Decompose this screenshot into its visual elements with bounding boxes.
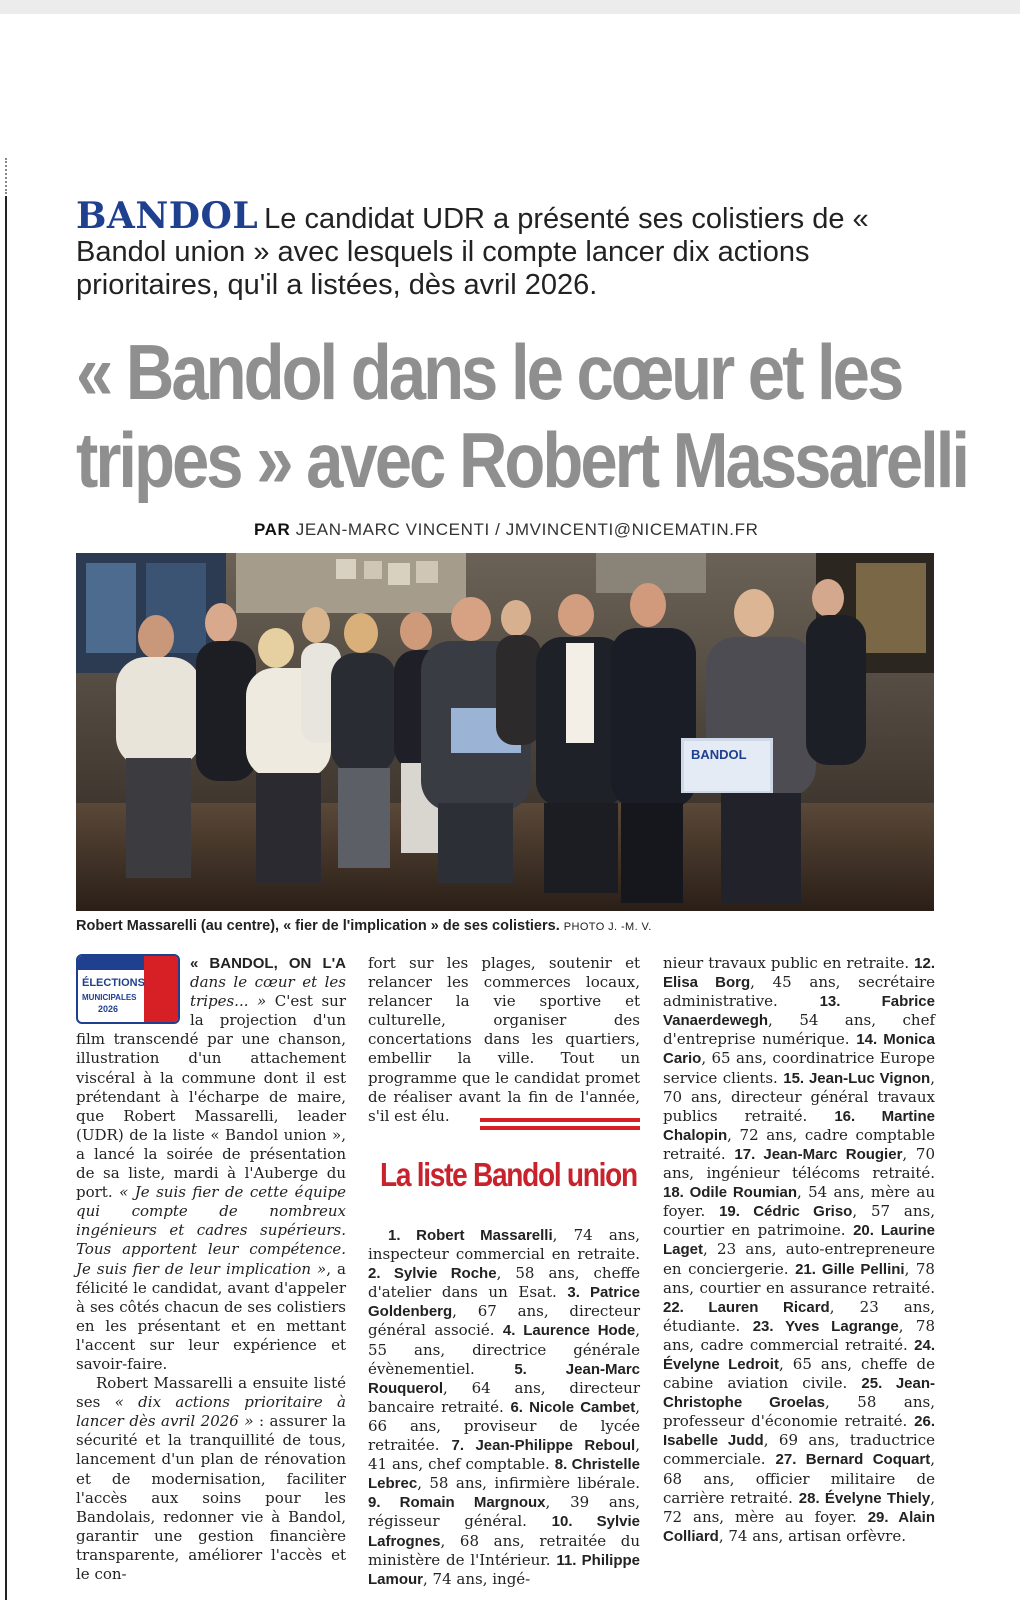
candidate-name: 8. Christelle Lebrec: [368, 1456, 640, 1493]
candidate-description: , 69 ans, traductrice commerciale.: [663, 1431, 935, 1469]
candidate-name: 20. Laurine Laget: [663, 1222, 936, 1259]
candidate-list-part-1: [368, 1226, 640, 1589]
candidate-description: , 70 ans, directeur général travaux publics retraité.: [663, 1068, 936, 1125]
candidate-description: , 23 ans, étudiante.: [663, 1297, 935, 1335]
elections-badge: [76, 954, 180, 1024]
candidate-name: 27. Bernard Coquart: [775, 1451, 931, 1469]
candidate-description: , 23 ans, auto-entrepreneure en conciergerie.: [663, 1240, 935, 1278]
photo-flyer-text: BANDOL: [691, 747, 747, 762]
paragraph-2: [76, 1374, 346, 1584]
candidate-description: , 68 ans, retraitée du ministère de l'Intérieur.: [368, 1531, 640, 1569]
candidate-name: 2. Sylvie Roche: [368, 1265, 497, 1283]
candidate-description: , 68 ans, officier militaire de carrière retraité.: [663, 1450, 936, 1507]
candidate-description: , 74 ans, ingé-: [423, 1569, 531, 1588]
page-fold-dots: [5, 158, 9, 194]
paragraph-2-quote: « dix actions prioritaire à lancer dès avril 2026 »: [76, 1393, 346, 1431]
candidate-description: , 65 ans, cheffe de cabine aviation civile.: [663, 1354, 936, 1393]
candidate-name: 4. Laurence Hode: [502, 1322, 636, 1340]
candidate-description: , 65 ans, coordinatrice Europe service clients.: [663, 1049, 935, 1087]
candidate-name: 18. Odile Roumian: [663, 1184, 797, 1202]
top-bar: [0, 0, 1020, 14]
group-photo: [76, 553, 934, 911]
candidate-description: , 72 ans, cadre comptable retraité.: [663, 1125, 935, 1163]
column-1: [76, 954, 346, 1584]
headline-line-1: « Bandol dans le cœur et les: [76, 328, 902, 416]
candidate-name: 11. Philippe Lamour: [368, 1551, 641, 1588]
byline-author: JEAN-MARC VINCENTI / JMVINCENTI@NICEMATIN.FR: [295, 520, 759, 539]
headline-line-2: tripes » avec Robert Massarelli: [76, 416, 968, 504]
candidate-name: 9. Romain Margnoux: [368, 1494, 546, 1512]
badge-red-band: [144, 956, 178, 1024]
candidate-name: 10. Sylvie Lafrognes: [368, 1513, 640, 1550]
candidate-description: , 58 ans, professeur d'économie retraité.: [663, 1393, 935, 1431]
paragraph-2-end: : assurer la sécurité et la tranquillité de tous, lancement d'un plan de rénovation et de modernisation, faciliter l'accès aux soins pour les Bandolais, redonner vie à Bandol, garantir une gestion financière transparente, améliorer l'accès et le con-: [76, 1412, 346, 1583]
paragraph-2-start: Robert Massarelli a ensuite listé ses: [76, 1374, 346, 1412]
candidate-name: 13. Fabrice Vanaerdewegh: [663, 993, 935, 1030]
candidate-description: , 78 ans, cadre commercial retraité.: [663, 1316, 936, 1354]
candidate-name: 29. Alain Colliard: [663, 1508, 935, 1545]
candidate-name: 19. Cédric Griso: [719, 1203, 853, 1221]
candidate-description: , 64 ans, directeur bancaire retraité.: [368, 1378, 640, 1416]
candidate-description: , 54 ans, mère au foyer.: [663, 1183, 935, 1221]
photo-caption-text: Robert Massarelli (au centre), « fier de l'implication » de ses colistiers.: [76, 918, 560, 934]
candidate-name: 28. Évelyne Thiely: [798, 1489, 931, 1507]
list-title: La liste Bandol union: [380, 1156, 637, 1193]
candidate-name: 7. Jean-Philippe Reboul: [451, 1437, 636, 1455]
intro-text: Le candidat UDR a présenté ses colistiers de « Bandol union » avec lesquels il compte lancer dix actions prioritaires, qu'il a listées, dès avril 2026.: [76, 203, 869, 301]
badge-line-3: 2026: [98, 1004, 119, 1014]
candidate-name: 24. Évelyne Ledroit: [663, 1336, 935, 1373]
elections-badge-box: [76, 954, 180, 1024]
candidate-list-part-2: [663, 954, 935, 1546]
candidate-description: , 55 ans, directrice générale évènementiel.: [368, 1321, 640, 1378]
candidate-description: , 58 ans, infirmière libérale.: [417, 1474, 640, 1493]
lead-in: « BANDOL, ON L'A: [190, 955, 346, 972]
candidate-name: 26. Isabelle Judd: [663, 1413, 935, 1450]
candidate-description: , 57 ans, courtier en patrimoine.: [663, 1202, 935, 1240]
candidate-name: 1. Robert Massarelli: [388, 1227, 553, 1244]
candidate-description: , 78 ans, courtier en assurance retraité.: [663, 1259, 935, 1297]
candidate-description: , 66 ans, proviseur de lycée retraitée.: [368, 1397, 640, 1455]
candidate-description: , 41 ans, chef comptable.: [368, 1436, 640, 1474]
candidate-name: 17. Jean-Marc Rougier: [734, 1145, 903, 1163]
byline: [254, 520, 758, 540]
badge-line-2: MUNICIPALES: [82, 993, 137, 1002]
candidate-description: , 39 ans, régisseur général.: [368, 1493, 640, 1531]
page-fold-line: [5, 196, 7, 1600]
candidate-description: , 67 ans, directeur général associé.: [368, 1302, 640, 1340]
candidate-name: 14. Monica Cario: [663, 1031, 935, 1068]
paragraph-3: fort sur les plages, soutenir et relancer les commerces locaux, relancer la vie sportive et culturelle, organiser des concertations dans les quartiers, embellir la ville. Tout un programme que le candidat promet de réaliser avant la fin de l'année, s'il est élu.: [368, 954, 640, 1125]
candidate-description: , 45 ans, secrétaire administrative.: [663, 973, 935, 1011]
candidate-name: 3. Patrice Goldenberg: [368, 1284, 640, 1321]
group-photo-illustration: [76, 553, 934, 911]
photo-credit: PHOTO J. -M. V.: [563, 921, 652, 933]
candidate-list-continuation: nieur travaux public en retraite.: [663, 954, 915, 972]
city-label: BANDOL: [76, 195, 259, 237]
candidate-description: , 54 ans, chef d'entreprise numérique.: [663, 1011, 935, 1049]
candidate-name: 22. Lauren Ricard: [663, 1298, 830, 1316]
paragraph-1-text: C'est sur la projection d'un film transcendé par une chanson, illustration d'un attachement viscéral à la commune dont il est prétendant à l'écharpe de maire, que Robert Massarelli, leader (UDR) de la liste « Bandol union », a lancé la soirée de présentation de sa liste, mardi à l'Auberge du port.: [76, 992, 346, 1202]
candidate-name: 16. Martine Chalopin: [663, 1107, 935, 1144]
photo-caption: [76, 918, 652, 934]
candidate-description: , 58 ans, cheffe d'atelier dans un Esat.: [368, 1264, 641, 1302]
candidate-name: 21. Gille Pellini: [795, 1260, 905, 1278]
candidate-description: , 74 ans, artisan orfèvre.: [718, 1526, 906, 1545]
byline-prefix: PAR: [254, 520, 291, 539]
headline: [76, 328, 968, 504]
candidate-description: , 74 ans, inspecteur commercial en retraite.: [368, 1226, 640, 1264]
candidate-name: 15. Jean-Luc Vignon: [783, 1069, 931, 1087]
lead-in-italic: dans le cœur et les tripes... »: [190, 973, 346, 1011]
paragraph-1-end: , a félicité le candidat, avant d'appeler à ses côtés chacun de ses colistiers en les présentant et en mettant l'accent sur leur expérience et savoir-faire.: [76, 1259, 346, 1373]
candidate-name: 5. Jean-Marc Rouquerol: [368, 1360, 640, 1397]
candidate-name: 12. Elisa Borg: [663, 955, 935, 992]
badge-line-1: ÉLECTIONS: [82, 977, 145, 989]
column-2: [368, 954, 640, 1126]
candidate-description: , 70 ans, ingénieur télécoms retraité.: [663, 1144, 935, 1183]
candidate-description: , 72 ans, mère au foyer.: [663, 1488, 935, 1526]
candidate-quote: « Je suis fier de cette équipe qui compte de nombreux ingénieurs et cadres supérieurs. Tous apportent leur compétence. Je suis fier de leur implication »: [76, 1183, 346, 1278]
candidate-name: 23. Yves Lagrange: [752, 1317, 899, 1335]
candidate-name: 6. Nicole Cambet: [510, 1398, 636, 1416]
article-intro: [76, 195, 936, 302]
candidate-list-col-3: [663, 954, 935, 1546]
candidate-name: 25. Jean-Christophe Groelas: [663, 1375, 935, 1412]
section-divider-gap: [480, 1122, 640, 1126]
candidate-list-col-2: [368, 1226, 640, 1589]
